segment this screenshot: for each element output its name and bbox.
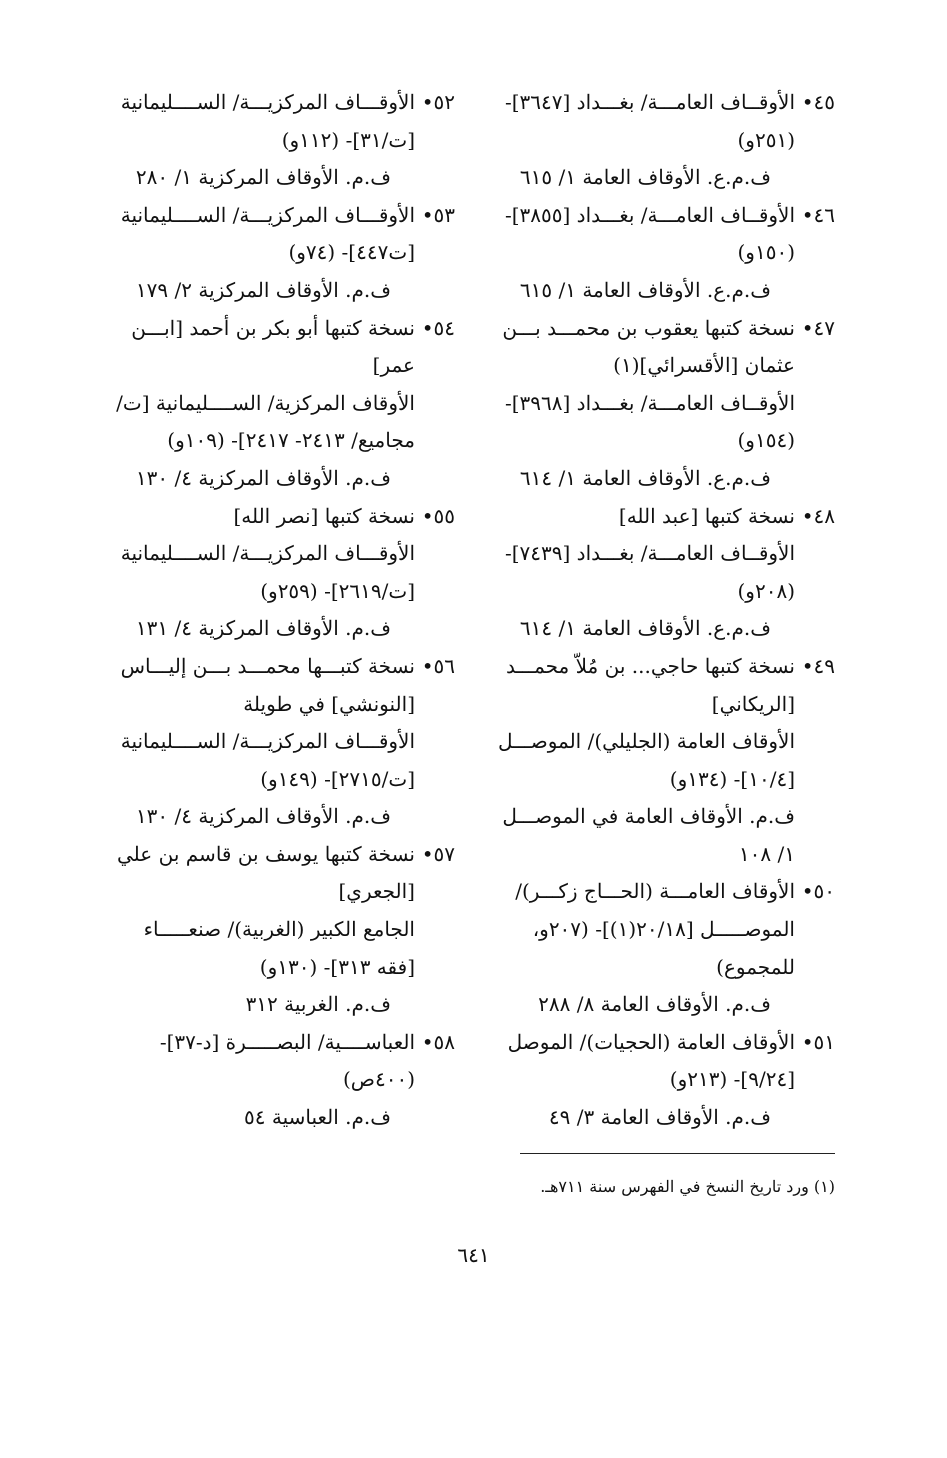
catalog-reference: ف.م.ع. الأوقاف العامة ١/ ٦١٤ [519,616,771,641]
left-column [115,84,455,1137]
entry-number: ٥٨• [421,1029,455,1054]
entry-line: [ت/٢٧١٥]- (١٤٩و) [260,766,415,791]
catalog-entry [115,84,455,197]
entry-number: ٥٠• [801,879,835,904]
entry-first-line [509,498,835,536]
entry-line: [٩/٢٤]- (٢١٣و) [669,1067,795,1092]
bullet: • [421,315,434,340]
catalog-reference: ف.م. الأوقاف المركزية ١/ ٢٨٠ [135,165,391,190]
entry-line: [الجعري] [338,879,415,904]
catalog-entry [497,648,835,874]
bullet: • [421,653,434,678]
entry-line: الجامع الكبير (الغربية)/ صنعـــــاء [143,917,415,942]
catalog-reference: ف.م. الأوقاف المركزية ٤/ ١٣١ [135,616,391,641]
catalog-entry [115,836,455,1024]
catalog-reference: ف.م. الأوقاف العامة ٣/ ٤٩ [548,1105,771,1130]
entry-line: [النونشي] في طويلة [243,691,415,716]
bullet: • [801,202,814,227]
bullet: • [421,841,434,866]
catalog-reference: ف.م.ع. الأوقاف العامة ١/ ٦١٤ [519,465,771,490]
entry-line: [الريكاني] [711,691,795,716]
entry-first-line [115,84,455,122]
bullet: • [801,315,814,340]
entry-text: الأوقاف العامـــة (الحـــاج زكـــر)/ [515,879,795,904]
catalog-reference: ف.م. الأوقاف المركزية ٢/ ١٧٩ [135,277,391,302]
entry-number: ٥٢• [421,90,455,114]
entry-first-line [115,836,455,874]
entry-line: الأوقــاف العامـــة/ بغـــداد [٧٤٣٩]- [504,541,795,566]
catalog-entry [504,197,835,310]
catalog-entry [115,498,455,648]
catalog-entry [115,197,455,310]
bullet: • [421,90,434,114]
entry-line: (٢٥١و) [737,127,795,152]
entry-line: عمر] [372,353,415,378]
entry-text: الأوقــاف العامـــة/ بغـــداد [٣٨٥٥]- [504,202,795,227]
entry-first-line [115,197,455,235]
entry-line: مجاميع/ ٢٤١٣- ٢٤١٧]- (١٠٩و) [167,428,415,453]
entry-text: نسخة كتبها يوسف بن قاسم بن علي [117,841,415,866]
entry-text: الأوقاف العامة (الحجيات)/ الموصل [507,1029,795,1054]
entry-number: ٤٦• [801,202,835,227]
catalog-reference: ف.م. الغربية ٣١٢ [245,992,391,1017]
footnote-divider [520,1153,835,1154]
entry-line: (١٥٤و) [737,428,795,453]
catalog-entry [502,310,835,498]
entry-text: الأوقـــاف المركزيـــة/ الســــليمانية [120,90,415,114]
bullet: • [421,202,434,227]
bullet: • [801,503,814,528]
entry-text: الأوقـــاف المركزيـــة/ الســــليمانية [120,202,415,227]
bullet: • [421,503,434,528]
entry-first-line [509,1024,835,1062]
catalog-entry [115,648,455,836]
entry-line: [ت٤٤٧]- (٧٤و) [288,240,415,265]
entry-number: ٥٧• [421,841,455,866]
entry-line: [فقه ٣١٣]- (١٣٠و) [259,954,415,979]
catalog-entry [504,498,835,648]
entry-line: عثمان [الأقسرائي](١) [613,353,795,378]
bullet: • [801,653,814,678]
entry-number: ٥١• [801,1029,835,1054]
entry-line: الأوقاف العامة (الجليلي)/ الموصـــل [497,729,795,754]
entry-text: نسخة كتبها [نصر الله] [233,503,415,528]
catalog-reference: ف.م. الأوقاف المركزية ٤/ ١٣٠ [135,804,391,829]
catalog-entry [509,873,835,1023]
entry-first-line [115,1024,455,1062]
entry-line: [١٠/٤]- (١٣٤و) [669,766,795,791]
entry-first-line [115,498,455,536]
bullet: • [421,1029,434,1054]
catalog-reference: ف.م. العباسية ٥٤ [244,1105,391,1130]
entry-text: العباســــية/ البصـــــرة [د-٣٧]- [159,1029,415,1054]
catalog-entry [509,1024,835,1137]
entry-first-line [504,84,835,122]
entry-text: نسخة كتبها أبو بكر بن أحمد [ابـــن [131,315,415,340]
entry-line: ١/ ١٠٨ [738,841,795,866]
entry-line: للمجموع) [716,954,795,979]
entry-line: الموصـــــل [٢٠/١٨(١)]- (٢٠٧و، [532,917,795,942]
catalog-entry [504,84,835,197]
entry-number: ٥٦• [421,653,455,678]
right-column [497,84,835,1137]
bullet: • [801,879,814,904]
entry-text: نسخة كتبها حاجي... بن مُلاّ محمـــد [506,653,795,678]
entry-first-line [504,197,835,235]
entry-line: (٢٠٨و) [737,578,795,603]
catalog-reference: ف.م.ع. الأوقاف العامة ١/ ٦١٥ [519,165,771,190]
entry-text: الأوقــاف العامـــة/ بغـــداد [٣٦٤٧]- [504,90,795,114]
catalog-entry [115,1024,455,1137]
entry-first-line [115,648,455,686]
entry-first-line [502,310,835,348]
entry-line: ف.م. الأوقاف العامة في الموصـــل [502,804,795,829]
entry-text: نسخة كتبها [عبد الله] [618,503,795,528]
entry-line: [ت/٢٦١٩]- (٢٥٩و) [260,578,415,603]
bullet: • [801,90,814,114]
entry-first-line [506,648,835,686]
entry-line: الأوقــاف العامـــة/ بغـــداد [٣٩٦٨]- [504,390,795,415]
entry-number: ٥٤• [421,315,455,340]
entry-number: ٥٣• [421,202,455,227]
entry-line: [ت/٣١]- (١١٢و) [281,127,415,152]
page-number: ٦٤١ [457,1243,490,1267]
entry-line: (١٥٠و) [737,240,795,265]
entry-number: ٤٩• [801,653,835,678]
entry-number: ٤٨• [801,503,835,528]
catalog-reference: ف.م.ع. الأوقاف العامة ١/ ٦١٥ [519,277,771,302]
catalog-reference: ف.م. الأوقاف المركزية ٤/ ١٣٠ [135,465,391,490]
entry-text: نسخة كتبـــها محمـــد بـــن إليـــاس [120,653,415,678]
entry-number: ٤٧• [801,315,835,340]
catalog-entry [115,310,455,498]
entry-line: الأوقـــاف المركزيـــة/ الســــليمانية [120,729,415,754]
entry-first-line [115,310,455,348]
footnote: (١) ورد تاريخ النسخ في الفهرس سنة ٧١١هـ. [540,1177,835,1196]
entry-line: (٤٠٠ص) [342,1067,415,1092]
entry-line: الأوقاف المركزية/ الســــليمانية [ت/ [116,390,415,415]
entry-first-line [509,873,835,911]
entry-line: الأوقـــاف المركزيـــة/ الســــليمانية [120,541,415,566]
entry-text: نسخة كتبها يعقوب بن محمـــد بـــن [502,315,795,340]
entry-number: ٤٥• [801,90,835,114]
entry-number: ٥٥• [421,503,455,528]
bullet: • [801,1029,814,1054]
catalog-reference: ف.م. الأوقاف العامة ٨/ ٢٨٨ [538,992,771,1017]
